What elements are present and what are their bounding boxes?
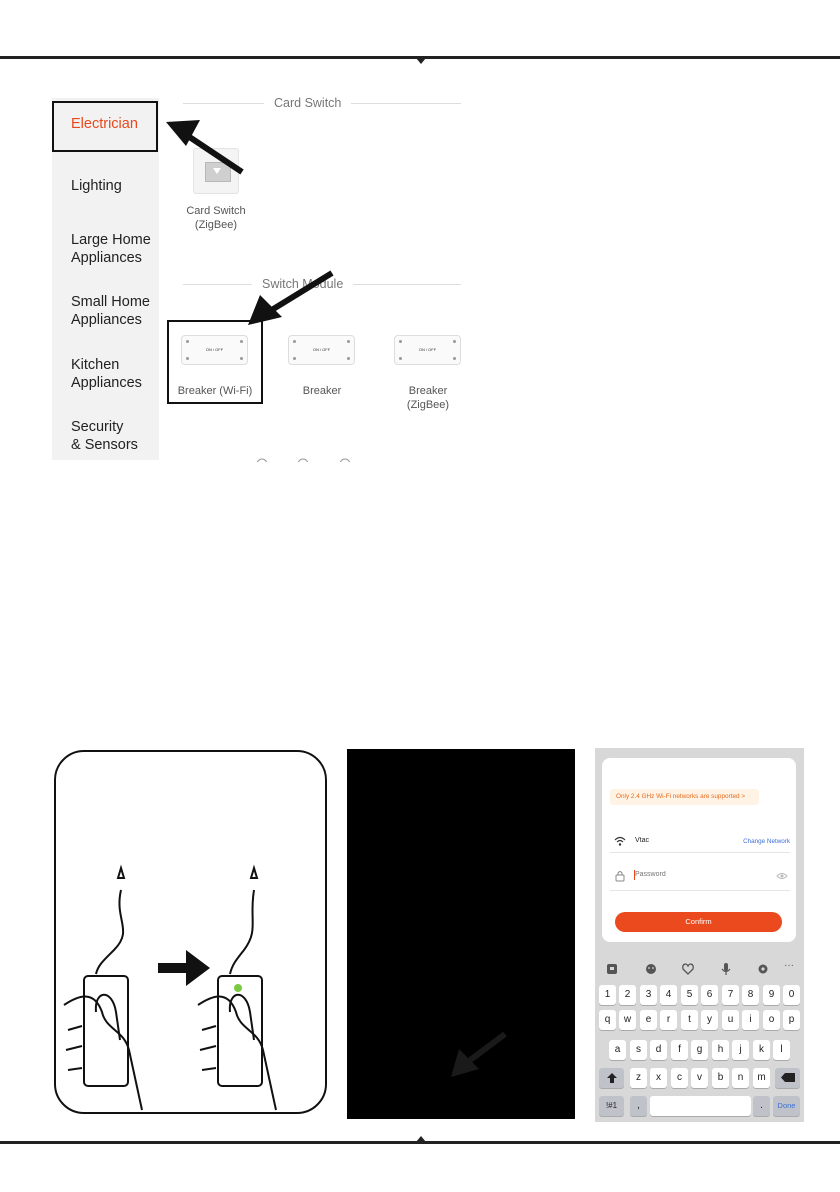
key-g[interactable]: g [691,1040,708,1060]
comma-key[interactable]: , [630,1096,647,1116]
password-row [610,864,790,891]
device-name: Breaker [408,385,448,397]
confirm-button[interactable]: Confirm [615,912,782,932]
key-3[interactable]: 3 [640,985,657,1005]
category-security-sensors[interactable]: Security & Sensors [71,419,138,453]
wifi-setup-screen [595,748,804,1122]
more-icon[interactable]: ··· [784,960,794,971]
change-network-link[interactable]: Change Network [743,838,790,845]
key-z[interactable]: z [630,1068,647,1088]
done-key[interactable]: Done [773,1096,800,1116]
key-y[interactable]: y [701,1010,718,1030]
category-small-home-appliances[interactable]: Small Home Appliances [71,294,150,328]
key-9[interactable]: 9 [763,985,780,1005]
device-protocol: (ZigBee) [406,399,450,411]
backspace-icon [781,1073,795,1082]
key-a[interactable]: a [609,1040,626,1060]
password-input[interactable] [635,871,755,878]
key-b[interactable]: b [712,1068,729,1088]
top-divider [0,56,840,59]
key-i[interactable]: i [742,1010,759,1030]
key-5[interactable]: 5 [681,985,698,1005]
key-2[interactable]: 2 [619,985,636,1005]
shift-icon [607,1073,617,1083]
device-name: Breaker [302,385,342,397]
key-u[interactable]: u [722,1010,739,1030]
gif-icon[interactable] [681,962,695,976]
section-title-card-switch: Card Switch [264,96,351,110]
category-large-home-appliances[interactable]: Large Home Appliances [71,232,151,266]
key-p[interactable]: p [783,1010,800,1030]
network-row [610,832,790,853]
bottom-divider [0,1141,840,1144]
breaker-module-image [288,335,355,365]
key-t[interactable]: t [681,1010,698,1030]
key-w[interactable]: w [619,1010,636,1030]
key-o[interactable]: o [763,1010,780,1030]
breaker-label [282,384,362,398]
device-protocol: (ZigBee) [194,219,238,231]
key-f[interactable]: f [671,1040,688,1060]
black-screen-panel [347,749,575,1119]
backspace-key[interactable] [775,1068,800,1088]
module-label: ON / OFF [418,347,437,352]
shift-key[interactable] [599,1068,624,1088]
key-e[interactable]: e [640,1010,657,1030]
emoji-icon[interactable] [644,962,658,976]
breaker-module-image [394,335,461,365]
key-n[interactable]: n [732,1068,749,1088]
key-m[interactable]: m [753,1068,770,1088]
module-label: ON / OFF [205,347,224,352]
wifi-form-card [602,758,796,942]
key-4[interactable]: 4 [660,985,677,1005]
device-name: Breaker (Wi-Fi) [177,385,253,397]
key-1[interactable]: 1 [599,985,616,1005]
wifi-notice-banner[interactable] [610,789,759,805]
notice-text: Only 2.4 GHz Wi-Fi networks are supported [616,793,740,800]
key-6[interactable]: 6 [701,985,718,1005]
electrician-highlight-box [52,101,158,152]
cutoff-device-icons [250,456,360,462]
card-switch-label [176,204,256,232]
module-label: ON / OFF [312,347,331,352]
key-h[interactable]: h [712,1040,729,1060]
faint-arrow-icon [347,749,575,1119]
key-j[interactable]: j [732,1040,749,1060]
key-k[interactable]: k [753,1040,770,1060]
category-sidebar [52,98,159,460]
key-7[interactable]: 7 [722,985,739,1005]
network-name: Vtac [635,837,650,844]
space-key[interactable] [650,1096,751,1116]
key-0[interactable]: 0 [783,985,800,1005]
pointer-arrow-icon [240,265,340,335]
key-s[interactable]: s [630,1040,647,1060]
eye-icon[interactable] [776,872,788,880]
breaker-zigbee-device[interactable] [394,335,461,365]
mic-icon[interactable] [719,962,733,976]
chevron-right-icon: > [741,793,746,800]
sticker-icon[interactable] [605,962,619,976]
category-kitchen-appliances[interactable]: Kitchen Appliances [71,357,142,391]
breaker-device[interactable] [288,335,355,365]
keyboard-toolbar [595,956,804,982]
key-c[interactable]: c [671,1068,688,1088]
breaker-zigbee-label [388,384,468,412]
settings-icon[interactable] [756,962,770,976]
symbols-key[interactable]: !#1 [599,1096,624,1116]
key-d[interactable]: d [650,1040,667,1060]
wifi-icon [614,836,626,846]
period-key[interactable]: . [753,1096,770,1116]
hand-holding-device-icon [54,750,327,1114]
section-title-switch-module: Switch Module [252,277,353,291]
key-l[interactable]: l [773,1040,790,1060]
category-lighting[interactable]: Lighting [71,178,122,194]
lock-icon [615,870,625,882]
device-name: Card Switch [186,205,246,217]
key-q[interactable]: q [599,1010,616,1030]
key-v[interactable]: v [691,1068,708,1088]
pointer-arrow-icon [160,110,250,180]
key-x[interactable]: x [650,1068,667,1088]
key-r[interactable]: r [660,1010,677,1030]
key-8[interactable]: 8 [742,985,759,1005]
category-electrician[interactable]: Electrician [71,116,138,132]
pairing-illustration [54,750,327,1114]
